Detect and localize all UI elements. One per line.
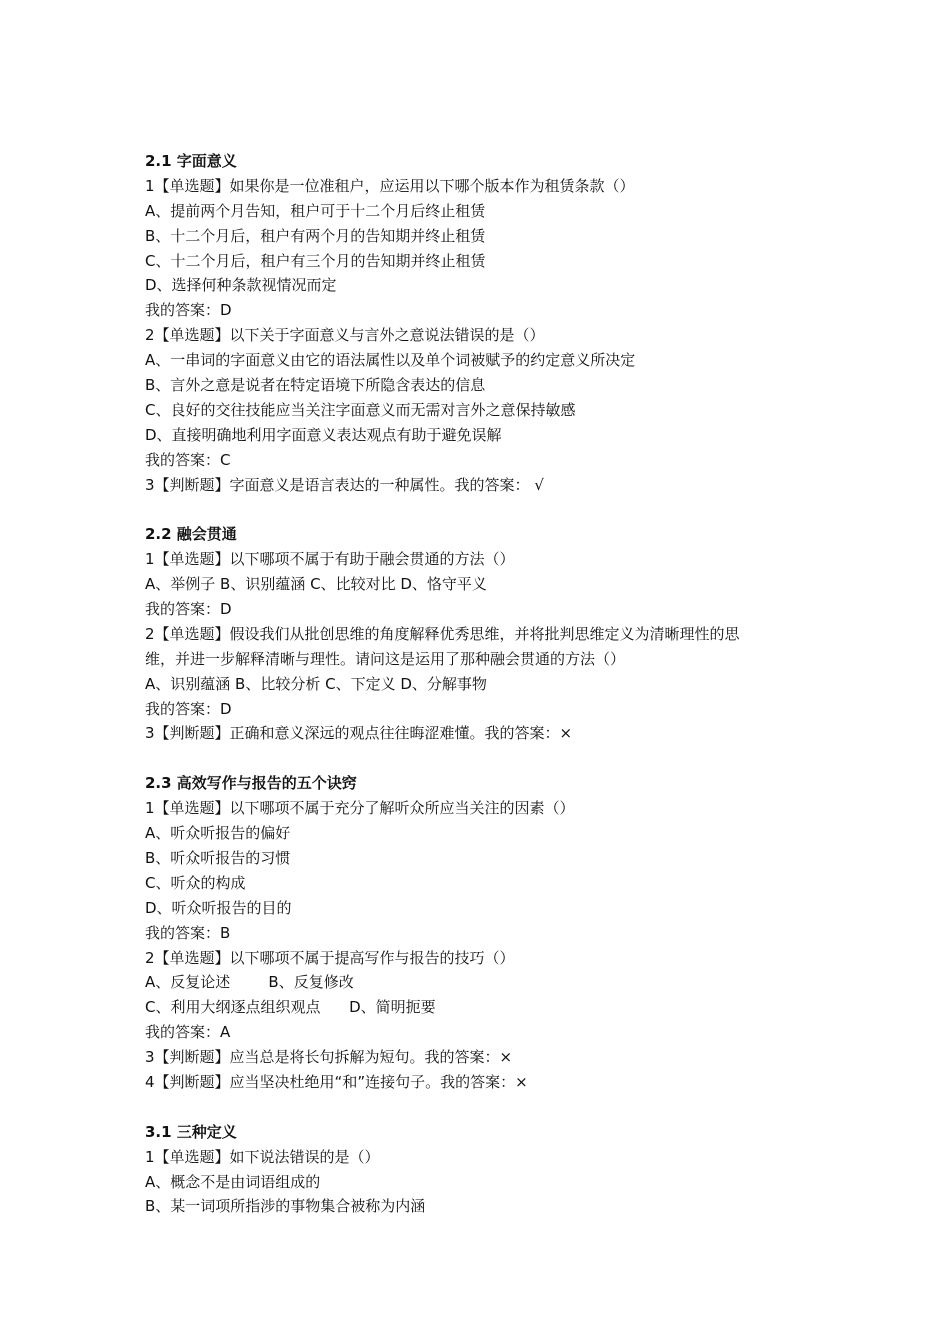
section-2-2 — [145, 522, 825, 746]
question-text: 2【单选题】以下哪项不属于提高写作与报告的技巧（） — [145, 948, 515, 967]
option-text: A、识别蕴涵 B、比较分析 C、下定义 D、分解事物 — [145, 674, 487, 693]
section-2-3 — [145, 771, 825, 1095]
question-text: 2【单选题】以下关于字面意义与言外之意说法错误的是（） — [145, 326, 545, 345]
option-text: D、选择何种条款视情况而定 — [145, 276, 337, 295]
section-heading: 2.3 高效写作与报告的五个诀窍 — [145, 774, 357, 793]
judgement-question-text: 3【判断题】应当总是将长句拆解为短句。我的答案：× — [145, 1048, 513, 1067]
question-text: 1【单选题】如下说法错误的是（） — [145, 1147, 380, 1166]
section-spacer — [145, 497, 825, 522]
option-text: D、听众听报告的目的 — [145, 898, 292, 917]
option-text: C、听众的构成 — [145, 873, 246, 892]
answer-text: 我的答案：A — [145, 1023, 231, 1042]
option-text: B、言外之意是说者在特定语境下所隐含表达的信息 — [145, 376, 486, 395]
answer-text: 我的答案：D — [145, 600, 232, 619]
answer-text: 我的答案：D — [145, 699, 232, 718]
option-text: A、听众听报告的偏好 — [145, 824, 291, 843]
option-text: C、利用大纲逐点组织观点 D、简明扼要 — [145, 998, 436, 1017]
option-text: A、概念不是由词语组成的 — [145, 1172, 321, 1191]
document-page — [145, 149, 825, 1219]
section-heading: 2.1 字面意义 — [145, 152, 237, 170]
option-text: A、一串词的字面意义由它的语法属性以及单个词被赋予的约定意义所决定 — [145, 351, 636, 370]
option-text: A、举例子 B、识别蕴涵 C、比较对比 D、恪守平义 — [145, 575, 487, 594]
question-text: 1【单选题】如果你是一位准租户，应运用以下哪个版本作为租赁条款（） — [145, 176, 635, 195]
section-heading: 2.2 融会贯通 — [145, 525, 237, 544]
section-heading: 3.1 三种定义 — [145, 1122, 237, 1141]
question-text: 1【单选题】以下哪项不属于有助于融会贯通的方法（） — [145, 550, 515, 569]
option-text: A、反复论述 B、反复修改 — [145, 973, 354, 992]
option-text: B、十二个月后，租户有两个月的告知期并终止租赁 — [145, 226, 486, 245]
answer-text: 我的答案：C — [145, 450, 231, 469]
option-text: B、听众听报告的习惯 — [145, 848, 291, 867]
judgement-question-text: 3【判断题】正确和意义深远的观点往往晦涩难懂。我的答案：× — [145, 724, 573, 743]
section-spacer — [145, 1095, 825, 1120]
option-text: C、十二个月后，租户有三个月的告知期并终止租赁 — [145, 251, 486, 270]
answer-text: 我的答案：B — [145, 923, 231, 942]
judgement-question-text: 4【判断题】应当坚决杜绝用“和”连接句子。我的答案：× — [145, 1072, 528, 1091]
section-spacer — [145, 746, 825, 771]
question-text: 1【单选题】以下哪项不属于充分了解听众所应当关注的因素（） — [145, 799, 575, 818]
section-2-1 — [145, 149, 825, 497]
question-text-continued: 维，并进一步解释清晰与理性。请问这是运用了那种融会贯通的方法（） — [145, 649, 626, 668]
answer-text: 我的答案：D — [145, 301, 232, 320]
judgement-question-text: 3【判断题】字面意义是语言表达的一种属性。我的答案： √ — [145, 475, 544, 494]
option-text: C、良好的交往技能应当关注字面意义而无需对言外之意保持敏感 — [145, 400, 576, 419]
section-3-1 — [145, 1120, 825, 1220]
option-text: D、直接明确地利用字面意义表达观点有助于避免误解 — [145, 425, 502, 444]
option-text: B、某一词项所指涉的事物集合被称为内涵 — [145, 1197, 426, 1216]
option-text: A、提前两个月告知，租户可于十二个月后终止租赁 — [145, 201, 486, 220]
question-text: 2【单选题】假设我们从批创思维的角度解释优秀思维，并将批判思维定义为清晰理性的思 — [145, 624, 740, 643]
